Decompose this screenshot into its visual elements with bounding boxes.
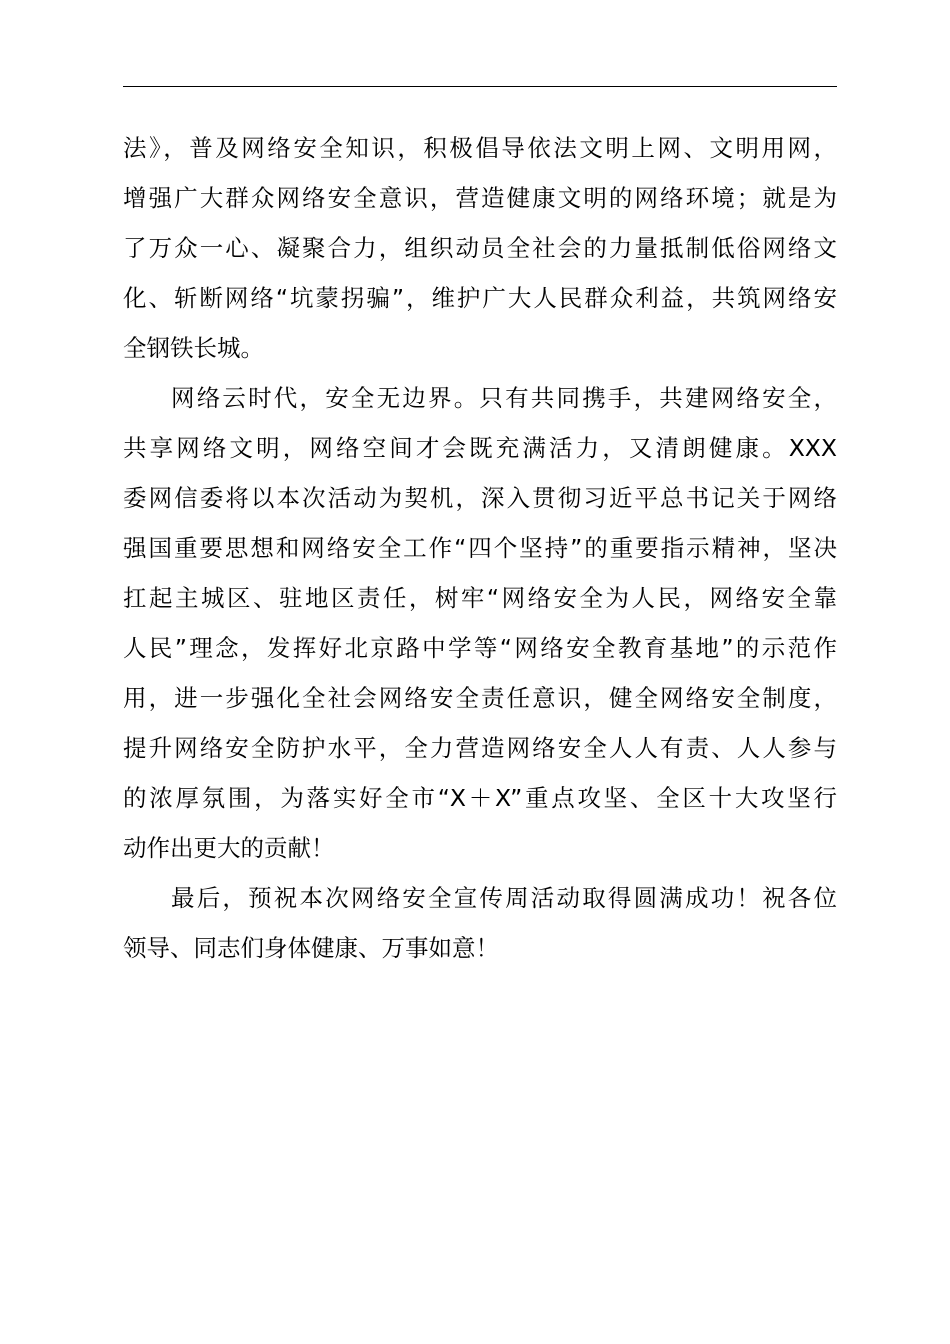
text-line: 化、斩断网络“坑蒙拐骗”，维护广大人民群众利益，共筑网络安	[123, 284, 837, 312]
text-line: 法》，普及网络安全知识，积极倡导依法文明上网、文明用网，	[123, 134, 837, 162]
text-line: 网络云时代，安全无边界。只有共同携手，共建网络安全，	[171, 384, 837, 412]
text-line: 了万众一心、凝聚合力，组织动员全社会的力量抵制低俗网络文	[123, 234, 837, 262]
text-line: 动作出更大的贡献！	[123, 834, 335, 862]
text-line: 共享网络文明，网络空间才会既充满活力，又清朗健康。XXX	[123, 434, 837, 462]
paragraph	[123, 373, 837, 873]
text-line: 委网信委将以本次活动为契机，深入贯彻习近平总书记关于网络	[123, 484, 837, 512]
text-line: 扛起主城区、驻地区责任，树牢“网络安全为人民，网络安全靠	[123, 584, 837, 612]
text-line: 强国重要思想和网络安全工作“四个坚持”的重要指示精神，坚决	[123, 534, 837, 562]
header-rule	[123, 86, 837, 87]
text-line: 领导、同志们身体健康、万事如意！	[123, 934, 499, 962]
text-line: 增强广大群众网络安全意识，营造健康文明的网络环境；就是为	[123, 184, 837, 212]
text-line: 最后，预祝本次网络安全宣传周活动取得圆满成功！祝各位	[171, 884, 837, 912]
paragraph	[123, 123, 837, 373]
text-line: 人民”理念，发挥好北京路中学等“网络安全教育基地”的示范作	[123, 634, 837, 662]
text-line: 的浓厚氛围，为落实好全市“X＋X”重点攻坚、全区十大攻坚行	[123, 784, 837, 812]
document-body	[123, 123, 837, 973]
text-line: 用，进一步强化全社会网络安全责任意识，健全网络安全制度，	[123, 684, 837, 712]
paragraph	[123, 873, 837, 973]
text-line: 提升网络安全防护水平，全力营造网络安全人人有责、人人参与	[123, 734, 837, 762]
text-line: 全钢铁长城。	[123, 334, 264, 362]
